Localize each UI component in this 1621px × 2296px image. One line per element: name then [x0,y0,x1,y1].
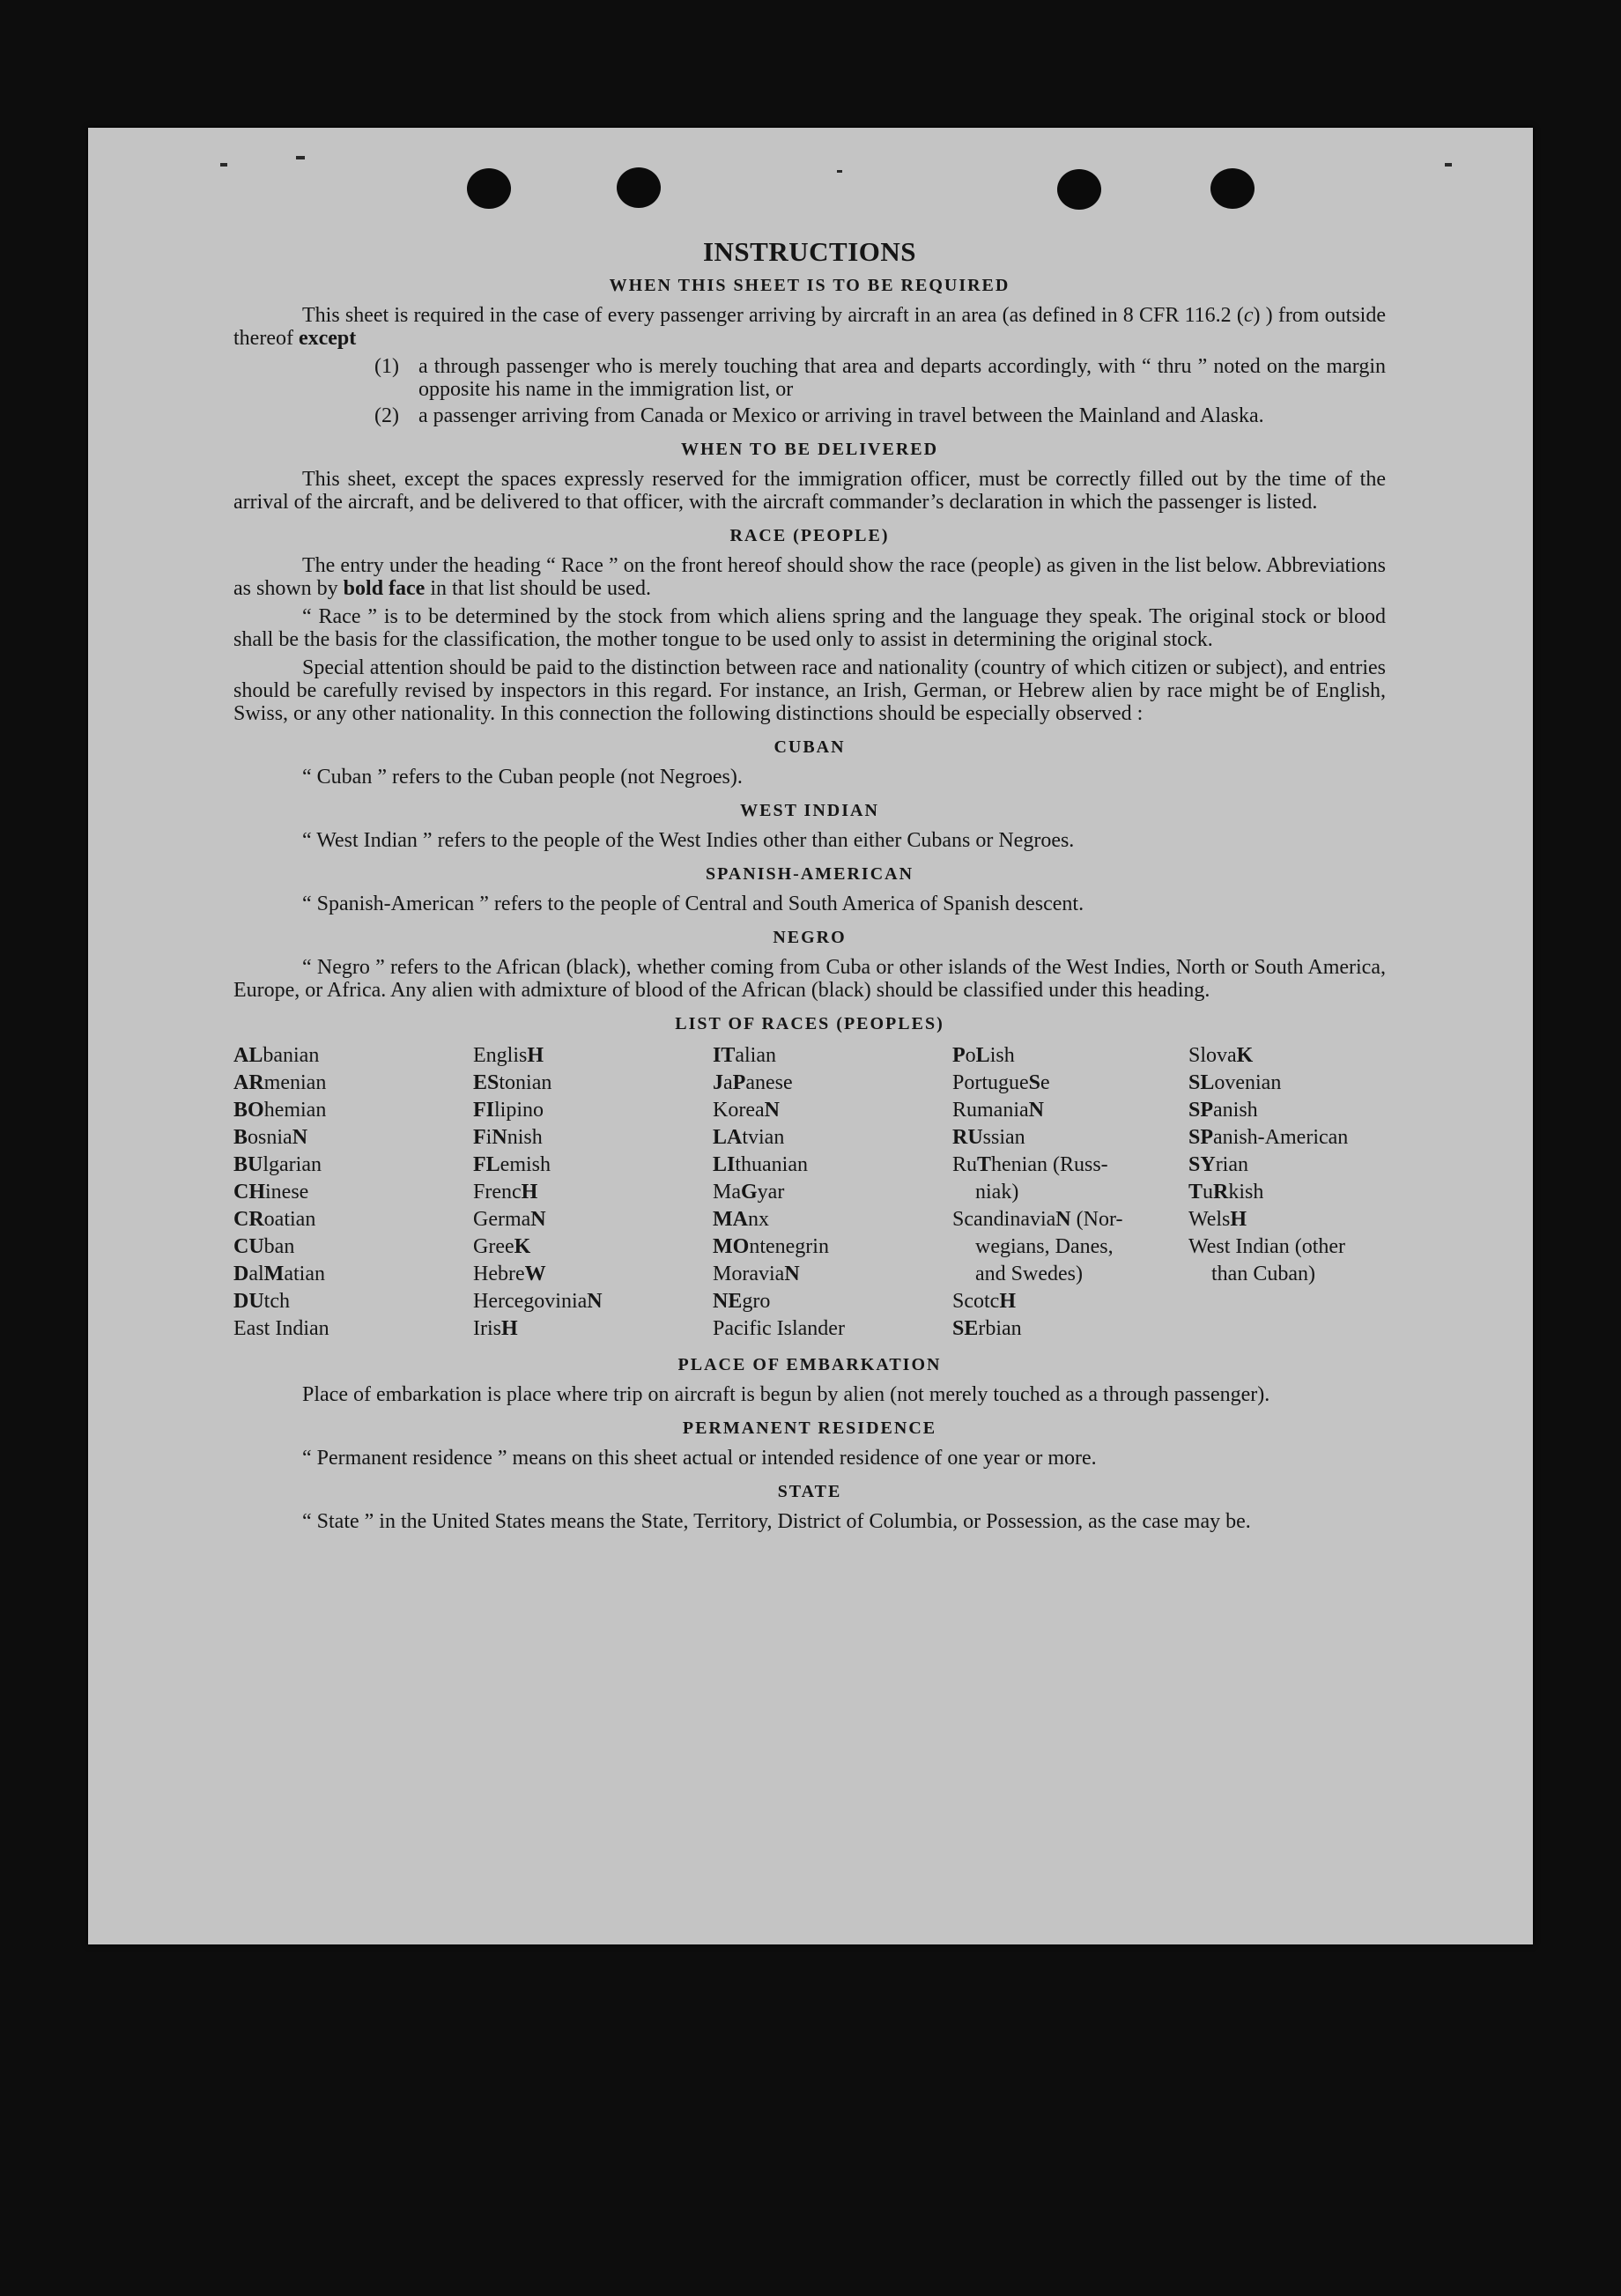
exception-item [374,404,1386,427]
race-abbreviation: H [521,1181,538,1204]
race-entry [952,1179,1188,1206]
race-text: Ru [952,1153,978,1176]
race-text: tonian [499,1071,552,1094]
heading-embarkation: PLACE OF EMBARKATION [677,1355,942,1374]
race-abbreviation: N [764,1099,780,1122]
race-text: Wels [1188,1208,1231,1231]
exception-item [374,355,1386,401]
race-abbreviation: N [784,1263,800,1285]
race-abbreviation: CR [233,1208,264,1231]
race-text: u [1203,1181,1214,1204]
heading-west-indian: WEST INDIAN [740,801,879,820]
race-text: emish [500,1153,551,1176]
paragraph-embarkation: Place of embarkation is place where trip on aircraft is begun by alien (not merely touched as a through passenger). [302,1383,1270,1406]
race-abbreviation: ES [473,1071,500,1094]
race-text: kish [1228,1181,1264,1204]
race-entry [473,1288,713,1315]
race-text: a [723,1071,733,1094]
text-run-italic: c [1243,304,1254,327]
heading-state: STATE [777,1482,842,1501]
scan-speck [220,163,227,167]
heading-when-required: WHEN THIS SHEET IS TO BE REQUIRED [609,276,1010,295]
race-text: menian [263,1071,327,1094]
race-text: Frenc [473,1181,522,1204]
race-abbreviation: K [514,1235,531,1258]
race-text: yar [757,1181,785,1204]
paragraph-race-1 [233,554,1386,600]
race-abbreviation: SE [952,1317,979,1340]
race-entry [952,1152,1188,1179]
race-abbreviation: F [473,1126,486,1149]
race-text: wegians, Danes, [975,1235,1114,1258]
race-abbreviation: T [977,1153,992,1176]
race-abbreviation: R [1213,1181,1229,1204]
exception-text: a through passenger who is merely touching that area and departs accordingly, with “ thru ” noted on the margin opposite his name in the immigration list, or [418,355,1386,401]
race-text: alian [735,1044,776,1067]
race-text: atian [284,1263,325,1285]
race-abbreviation: LA [713,1126,743,1149]
races-column [1188,1042,1386,1343]
race-abbreviation: H [501,1317,518,1340]
race-abbreviation: N [492,1126,507,1149]
race-text: Portugue [952,1071,1029,1094]
race-entry [713,1288,952,1315]
race-entry [713,1070,952,1097]
race-entry [473,1070,713,1097]
race-entry [1188,1206,1386,1233]
race-entry [233,1124,473,1152]
race-entry [952,1097,1188,1124]
race-text: thuanian [735,1153,808,1176]
race-text: rian [1215,1153,1248,1176]
races-list [233,1042,1386,1343]
race-text: Gree [473,1235,514,1258]
race-text: rbian [978,1317,1022,1340]
race-entry [233,1152,473,1179]
race-abbreviation: H [527,1044,544,1067]
paragraph-delivered: This sheet, except the spaces expressly reserved for the immigration officer, must be correctly filled out by the time of the arrival of the aircraft, and be delivered to that officer, with the aircraft commander’s declaration in which the passenger is listed. [233,468,1386,514]
text-run: in that list should be used. [425,577,651,600]
race-text: banian [263,1044,320,1067]
race-text: o [965,1044,976,1067]
races-column [952,1042,1188,1343]
race-text: anish-American [1213,1126,1349,1149]
race-entry [713,1042,952,1070]
race-entry [233,1206,473,1233]
race-abbreviation: N [1055,1208,1071,1231]
scan-speck [1445,163,1452,167]
paragraph-cuban: “ Cuban ” refers to the Cuban people (not Negroes). [302,766,743,789]
race-text: tch [263,1290,290,1313]
race-text: ntenegrin [749,1235,829,1258]
race-text: Iris [473,1317,501,1340]
heading-negro: NEGRO [773,928,847,947]
race-entry [473,1179,713,1206]
race-abbreviation: IT [713,1044,736,1067]
punch-hole [1057,169,1101,210]
race-entry [952,1206,1188,1233]
race-text: anese [745,1071,793,1094]
race-abbreviation: J [713,1071,723,1094]
race-text: ish [989,1044,1015,1067]
race-text: Pacific Islander [713,1317,845,1340]
race-text: Korea [713,1099,765,1122]
race-entry [713,1206,952,1233]
race-text: Slova [1188,1044,1237,1067]
race-abbreviation: P [732,1071,746,1094]
race-entry [473,1233,713,1261]
paragraph-negro: “ Negro ” refers to the African (black), whether coming from Cuba or other islands of the West Indies, North or South America, Europe, or Africa. Any alien with admixture of blood of the African (black) should be classified under this heading. [233,956,1386,1002]
race-abbreviation: FL [473,1153,500,1176]
paragraph-spanish-american: “ Spanish-American ” refers to the people of Central and South America of Spanish descent. [302,892,1084,915]
heading-when-delivered: WHEN TO BE DELIVERED [680,440,939,459]
race-text: nish [507,1126,543,1149]
race-text: Englis [473,1044,528,1067]
race-entry [952,1070,1188,1097]
race-text: niak) [975,1181,1019,1204]
race-abbreviation: AL [233,1044,263,1067]
paragraph-race-3: Special attention should be paid to the distinction between race and nationality (country of which citizen or subject), and entries should be carefully revised by inspectors in this regard. For instance, an Irish, German, or Hebrew alien by race might be of English, Swiss, or any other nationality. In this connection the following distinctions should be especially observed : [233,656,1386,725]
race-abbreviation: BO [233,1099,264,1122]
race-text: East Indian [233,1317,329,1340]
race-text: Scandinavia [952,1208,1056,1231]
race-text: tvian [742,1126,785,1149]
race-entry [473,1097,713,1124]
page-title: INSTRUCTIONS [702,236,916,267]
race-entry [473,1042,713,1070]
race-text: Hercegovinia [473,1290,588,1313]
races-column [713,1042,952,1343]
scan-speck [296,156,305,159]
exception-number: (1) [374,355,399,378]
race-text: Hebre [473,1263,525,1285]
instructions-body [233,236,1386,1538]
race-entry [952,1261,1188,1288]
race-abbreviation: N [1028,1099,1044,1122]
race-abbreviation: T [1188,1181,1203,1204]
race-entry [473,1315,713,1343]
race-entry [1188,1070,1386,1097]
race-text: and Swedes) [975,1263,1083,1285]
race-entry [233,1097,473,1124]
race-abbreviation: SY [1188,1153,1216,1176]
race-abbreviation: RU [952,1126,983,1149]
race-abbreviation: S [1028,1071,1041,1094]
race-abbreviation: N [292,1126,308,1149]
paragraph-residence: “ Permanent residence ” means on this sheet actual or intended residence of one year or more. [302,1447,1097,1470]
race-entry [952,1233,1188,1261]
race-text: Moravia [713,1263,785,1285]
race-entry [1188,1152,1386,1179]
race-abbreviation: SP [1188,1099,1214,1122]
text-run: This sheet is required in the case of every passenger arriving by aircraft in an area (as defined in 8 CFR 116.2 ( [302,304,1244,327]
race-abbreviation: MO [713,1235,750,1258]
race-entry [473,1152,713,1179]
heading-residence: PERMANENT RESIDENCE [682,1418,937,1438]
race-entry [473,1261,713,1288]
race-abbreviation: L [975,1044,990,1067]
race-text: anish [1213,1099,1258,1122]
race-text: oatian [263,1208,316,1231]
race-abbreviation: W [524,1263,546,1285]
punch-hole [617,167,661,208]
race-text: than Cuban) [1211,1263,1315,1285]
heading-list-of-races: LIST OF RACES (PEOPLES) [675,1014,944,1033]
race-entry [233,1042,473,1070]
race-text: al [248,1263,264,1285]
race-abbreviation: LI [713,1153,736,1176]
race-entry [1188,1179,1386,1206]
race-abbreviation: DU [233,1290,264,1313]
paragraph-required [233,304,1386,350]
race-entry [233,1288,473,1315]
race-abbreviation: MA [713,1208,748,1231]
text-run-bold: bold face [343,577,426,600]
race-entry [1188,1261,1386,1288]
punch-hole [1210,168,1255,209]
race-entry [952,1315,1188,1343]
paragraph-state: “ State ” in the United States means the State, Territory, District of Columbia, or Possession, as the case may be. [302,1510,1251,1533]
heading-race: RACE (PEOPLE) [729,526,890,545]
race-text: e [1040,1071,1050,1094]
race-entry [713,1097,952,1124]
race-abbreviation: NE [713,1290,743,1313]
race-entry [713,1233,952,1261]
paragraph-race-2: “ Race ” is to be determined by the stock from which aliens spring and the language they speak. The original stock or blood shall be the basis for the classification, the mother tongue to be used only to assist in determining the original stock. [233,605,1386,651]
heading-cuban: CUBAN [773,737,846,757]
race-entry [1188,1097,1386,1124]
heading-spanish-american: SPANISH-AMERICAN [705,864,914,884]
race-entry [1188,1042,1386,1070]
race-text: nx [747,1208,769,1231]
race-entry [952,1124,1188,1152]
race-text: inese [265,1181,309,1204]
race-text: ovenian [1214,1071,1282,1094]
race-entry [713,1315,952,1343]
race-abbreviation: AR [233,1071,264,1094]
race-abbreviation: H [1230,1208,1247,1231]
race-abbreviation: N [530,1208,546,1231]
race-abbreviation: CU [233,1235,264,1258]
punch-hole [467,168,511,209]
race-text: lipino [494,1099,544,1122]
text-run-bold: except [298,327,357,350]
race-text: West Indian (other [1188,1235,1346,1258]
race-text: Ma [713,1181,741,1204]
race-entry [713,1152,952,1179]
race-abbreviation: BU [233,1153,263,1176]
race-text: Rumania [952,1099,1029,1122]
exception-number: (2) [374,404,399,427]
document-page [88,128,1533,1944]
race-entry [713,1261,952,1288]
race-entry [233,1315,473,1343]
race-entry [1188,1233,1386,1261]
race-text: (Nor- [1070,1208,1123,1231]
race-text: gro [742,1290,771,1313]
race-text: ssian [982,1126,1025,1149]
race-abbreviation: G [741,1181,758,1204]
race-abbreviation: SL [1188,1071,1215,1094]
race-abbreviation: P [952,1044,966,1067]
race-abbreviation: B [233,1126,248,1149]
races-column [473,1042,713,1343]
races-column [233,1042,473,1343]
race-text: hemian [263,1099,327,1122]
race-abbreviation: H [999,1290,1016,1313]
race-entry [233,1233,473,1261]
scan-speck [837,170,842,173]
race-entry [233,1070,473,1097]
race-abbreviation: SP [1188,1126,1214,1149]
race-text: ban [263,1235,295,1258]
race-entry [473,1124,713,1152]
race-entry [952,1042,1188,1070]
race-abbreviation: D [233,1263,249,1285]
race-text: Scotc [952,1290,1000,1313]
race-text: lgarian [263,1153,322,1176]
race-text: Germa [473,1208,531,1231]
race-entry [233,1261,473,1288]
race-entry [713,1124,952,1152]
text-run: ) ) from outside thereof [233,304,1386,350]
race-abbreviation: FI [473,1099,494,1122]
race-text: osnia [248,1126,292,1149]
race-entry [233,1179,473,1206]
paragraph-west-indian: “ West Indian ” refers to the people of the West Indies other than either Cubans or Negroes. [302,829,1075,852]
race-text: henian (Russ- [991,1153,1108,1176]
race-entry [952,1288,1188,1315]
race-entry [713,1179,952,1206]
race-abbreviation: N [587,1290,603,1313]
race-entry [1188,1124,1386,1152]
race-entry [473,1206,713,1233]
text-run: The entry under the heading “ Race ” on the front hereof should show the race (people) as given in the list below. Abbreviations as shown by [233,554,1386,600]
race-abbreviation: K [1236,1044,1254,1067]
race-abbreviation: M [263,1263,285,1285]
race-text: i [485,1126,492,1149]
exception-text: a passenger arriving from Canada or Mexico or arriving in travel between the Mainland and Alaska. [418,404,1264,427]
race-abbreviation: CH [233,1181,265,1204]
